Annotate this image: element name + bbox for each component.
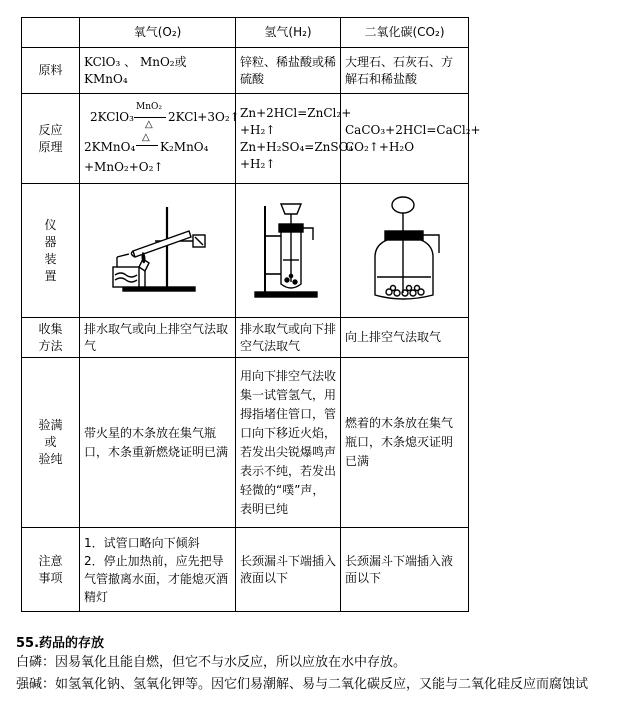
row-notes [22, 528, 469, 612]
label-apparatus-char2: 器 [44, 234, 57, 249]
row-reaction [22, 94, 469, 184]
co2-line2: CO₂↑+H₂O [345, 139, 415, 154]
materials-carbon-dioxide: 大理石、石灰石、方解石和稀盐酸 [341, 48, 469, 94]
h2-line1: Zn+2HCl=ZnCl₂+ [240, 105, 352, 120]
section-line-white-phosphorus: 白磷：因易氧化且能自燃，但它不与水反应，所以应放在水中存放。 [16, 655, 407, 670]
label-check-line1: 验满 [38, 418, 63, 432]
row-collection [22, 318, 469, 358]
collection-hydrogen: 排水取气或向下排空气法取气 [236, 318, 341, 358]
apparatus-hydrogen [236, 184, 341, 318]
label-check-line2: 或 [44, 435, 57, 449]
notes-oxygen-item1: 1．试管口略向下倾斜 [84, 535, 200, 550]
label-apparatus-char3: 装 [44, 251, 57, 266]
eq1-heat: △ [145, 119, 153, 130]
section-line-strong-base: 强碱：如氢氧化钠、氢氧化钾等。因它们易潮解、易与二氧化碳反应，又能与二氧化硅反应而腐蚀试 [16, 677, 589, 692]
apparatus-carbon-dioxide [341, 184, 469, 318]
notes-carbon-dioxide: 长颈漏斗下端插入液面以下 [341, 528, 469, 612]
h2-line4: +H₂↑ [240, 156, 276, 171]
eq1-left: 2KClO₃ [90, 110, 134, 124]
collection-carbon-dioxide: 向上排空气法取气 [341, 318, 469, 358]
eq2-continuation: +MnO₂+O₂↑ [84, 160, 164, 174]
label-reaction-line2: 原理 [38, 139, 63, 154]
hydrogen-apparatus-drawing [243, 196, 333, 306]
eq1-catalyst: MnO₂ [136, 102, 162, 112]
oxygen-apparatus-drawing [103, 201, 213, 301]
label-check-line3: 验纯 [38, 452, 63, 466]
header-hydrogen: 氢气(H₂) [236, 18, 341, 48]
label-notes [22, 528, 80, 612]
header-carbon-dioxide: 二氧化碳(CO₂) [341, 18, 469, 48]
gas-preparation-table [21, 17, 481, 612]
label-apparatus-char4: 置 [44, 268, 57, 283]
eq2-left: 2KMnO₄ [84, 140, 136, 154]
oxygen-eq1 [90, 101, 240, 133]
co2-apparatus-drawing [355, 195, 455, 307]
check-oxygen: 带火星的木条放在集气瓶口，木条重新燃烧证明已满 [80, 358, 236, 528]
eq2-right: K₂MnO₄ [160, 140, 209, 154]
header-row [22, 18, 469, 48]
h2-line3: Zn+H₂SO₄=ZnSO₄ [240, 139, 354, 154]
row-apparatus [22, 184, 469, 318]
label-collection [22, 318, 80, 358]
label-materials: 原料 [22, 48, 80, 94]
eq1-right: 2KCl+3O₂↑ [168, 110, 240, 124]
label-apparatus-char1: 仪 [44, 217, 57, 232]
reaction-oxygen [80, 94, 240, 184]
label-notes-line2: 事项 [38, 570, 63, 585]
check-hydrogen: 用向下排空气法收集一试管氢气，用拇指堵住管口，管口向下移近火焰，若发出尖锐爆鸣声表示不纯，若发出轻微的“噗”声，表明已纯 [236, 358, 341, 528]
materials-oxygen: KClO₃ 、 MnO₂或 KMnO₄ [80, 48, 236, 94]
materials-hydrogen: 锌粒、稀盐酸或稀硫酸 [236, 48, 341, 94]
reaction-hydrogen [236, 94, 354, 184]
eq2-heat: △ [142, 132, 150, 143]
notes-oxygen-item2: 2．停止加热前，应先把导气管撤离水面，才能熄灭酒精灯 [84, 553, 229, 604]
row-materials [22, 48, 469, 94]
co2-line1: CaCO₃+2HCl=CaCl₂+ [345, 122, 481, 137]
oxygen-eq2 [84, 132, 231, 159]
section-title: 55.药品的存放 [16, 636, 105, 651]
eq2-arrow-line [136, 145, 158, 146]
label-apparatus [22, 184, 80, 318]
row-check [22, 358, 469, 528]
header-corner [22, 18, 80, 48]
label-reaction-line1: 反应 [38, 122, 63, 137]
label-notes-line1: 注意 [38, 553, 63, 568]
label-reaction [22, 94, 80, 184]
label-collection-line1: 收集 [38, 321, 63, 336]
label-check [22, 358, 80, 528]
apparatus-oxygen [80, 184, 236, 318]
check-carbon-dioxide: 燃着的木条放在集气瓶口，木条熄灭证明已满 [341, 358, 469, 528]
collection-oxygen: 排水取气或向上排空气法取气 [80, 318, 236, 358]
reaction-carbon-dioxide [341, 94, 481, 184]
notes-hydrogen: 长颈漏斗下端插入液面以下 [236, 528, 341, 612]
header-oxygen: 氧气(O₂) [80, 18, 236, 48]
label-collection-line2: 方法 [38, 338, 63, 353]
h2-line2: +H₂↑ [240, 122, 276, 137]
notes-oxygen [80, 528, 236, 612]
